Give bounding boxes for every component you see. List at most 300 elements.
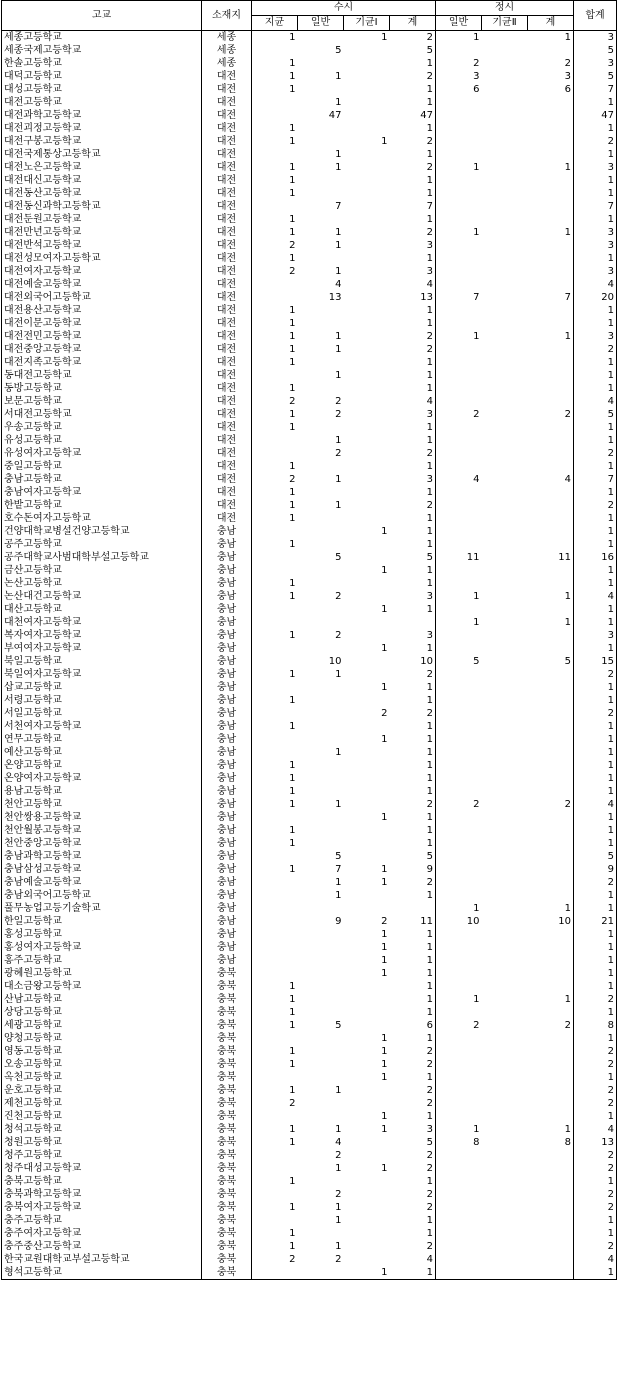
cell-jeongsi-subtotal [528, 707, 574, 720]
cell-susi-jigyun [252, 1188, 298, 1201]
cell-susi-jigyun [252, 1071, 298, 1084]
cell-school-name: 대전동산고등학교 [2, 187, 202, 200]
cell-susi-gigyun1: 1 [381, 565, 388, 576]
cell-susi-gigyun1: 1 [381, 682, 388, 693]
cell-jeongsi-general [436, 876, 482, 889]
cell-susi-subtotal: 2 [390, 70, 436, 83]
cell-region: 충북 [202, 1136, 252, 1149]
cell-susi-jigyun: 1 [289, 136, 296, 147]
cell-susi-subtotal: 1 [390, 642, 436, 655]
cell-jeongsi-gigyun2 [482, 564, 528, 577]
cell-region: 대전 [202, 187, 252, 200]
cell-total: 1 [574, 889, 617, 902]
cell-jeongsi-general [436, 1032, 482, 1045]
cell-jeongsi-subtotal [528, 642, 574, 655]
cell-jeongsi-general [436, 486, 482, 499]
cell-total: 1 [574, 148, 617, 161]
cell-region: 충북 [202, 1188, 252, 1201]
cell-region: 충남 [202, 850, 252, 863]
table-row [2, 96, 617, 109]
cell-susi-general [298, 304, 344, 317]
cell-susi-gigyun1 [344, 1201, 390, 1214]
table-row [2, 395, 617, 408]
cell-susi-subtotal: 1 [390, 252, 436, 265]
cell-susi-general [298, 642, 344, 655]
cell-jeongsi-subtotal: 1 [528, 161, 574, 174]
cell-jeongsi-general [436, 850, 482, 863]
cell-susi-subtotal: 1 [390, 148, 436, 161]
cell-jeongsi-general [436, 96, 482, 109]
cell-susi-general [298, 83, 344, 96]
cell-school-name: 천안월봉고등학교 [2, 824, 202, 837]
cell-susi-subtotal: 2 [390, 343, 436, 356]
cell-jeongsi-subtotal [528, 564, 574, 577]
cell-susi-subtotal: 5 [390, 1136, 436, 1149]
cell-jeongsi-subtotal [528, 174, 574, 187]
cell-region: 대전 [202, 304, 252, 317]
cell-total: 8 [574, 1019, 617, 1032]
cell-school-name: 대전괴정고등학교 [2, 122, 202, 135]
cell-jeongsi-general [436, 187, 482, 200]
cell-school-name: 대산고등학교 [2, 603, 202, 616]
cell-school-name: 공주고등학교 [2, 538, 202, 551]
cell-susi-jigyun [252, 564, 298, 577]
cell-jeongsi-gigyun2 [482, 1149, 528, 1162]
cell-region: 충북 [202, 1149, 252, 1162]
cell-school-name: 청주대성고등학교 [2, 1162, 202, 1175]
cell-jeongsi-gigyun2 [482, 356, 528, 369]
cell-susi-subtotal: 1 [390, 525, 436, 538]
cell-susi-jigyun [252, 1149, 298, 1162]
cell-susi-general: 1 [335, 266, 342, 277]
cell-susi-general [298, 980, 344, 993]
cell-jeongsi-general [436, 928, 482, 941]
cell-jeongsi-subtotal [528, 421, 574, 434]
cell-jeongsi-gigyun2 [482, 759, 528, 772]
cell-total: 2 [574, 1162, 617, 1175]
cell-school-name: 논산대건고등학교 [2, 590, 202, 603]
cell-jeongsi-subtotal [528, 317, 574, 330]
cell-jeongsi-gigyun2 [482, 902, 528, 915]
cell-susi-gigyun1: 1 [381, 955, 388, 966]
table-row [2, 967, 617, 980]
cell-school-name: 유성여자고등학교 [2, 447, 202, 460]
cell-region: 대전 [202, 317, 252, 330]
cell-susi-jigyun: 1 [289, 1137, 296, 1148]
cell-susi-jigyun [252, 447, 298, 460]
cell-susi-subtotal: 3 [390, 239, 436, 252]
cell-school-name: 형석고등학교 [2, 1266, 202, 1280]
cell-susi-gigyun1 [344, 70, 390, 83]
table-row [2, 707, 617, 720]
table-row [2, 954, 617, 967]
cell-susi-gigyun1 [344, 330, 390, 343]
cell-total: 1 [574, 928, 617, 941]
cell-susi-subtotal [390, 616, 436, 629]
cell-jeongsi-general: 7 [473, 292, 480, 303]
cell-total: 5 [574, 408, 617, 421]
cell-susi-gigyun1 [344, 304, 390, 317]
cell-susi-general: 5 [335, 45, 342, 56]
cell-susi-subtotal: 1 [390, 1071, 436, 1084]
cell-school-name: 대전외국어고등학교 [2, 291, 202, 304]
cell-susi-gigyun1 [344, 44, 390, 57]
cell-total: 1 [574, 785, 617, 798]
cell-jeongsi-general [436, 694, 482, 707]
cell-total: 1 [574, 1266, 617, 1280]
cell-susi-jigyun: 1 [289, 331, 296, 342]
cell-susi-general [298, 733, 344, 746]
cell-susi-gigyun1 [344, 577, 390, 590]
cell-susi-subtotal: 9 [390, 863, 436, 876]
cell-total: 1 [574, 460, 617, 473]
cell-susi-gigyun1 [344, 239, 390, 252]
cell-total: 9 [574, 863, 617, 876]
cell-susi-subtotal: 1 [390, 577, 436, 590]
table-row [2, 590, 617, 603]
cell-total: 16 [574, 551, 617, 564]
cell-jeongsi-subtotal [528, 694, 574, 707]
cell-susi-subtotal: 2 [390, 1084, 436, 1097]
cell-region: 대전 [202, 148, 252, 161]
cell-susi-general [298, 902, 344, 915]
cell-jeongsi-gigyun2 [482, 44, 528, 57]
cell-susi-jigyun [252, 1032, 298, 1045]
cell-susi-general [298, 538, 344, 551]
cell-jeongsi-general: 1 [473, 227, 480, 238]
cell-jeongsi-general [436, 668, 482, 681]
cell-region: 충북 [202, 1175, 252, 1188]
cell-susi-subtotal: 1 [390, 928, 436, 941]
cell-region: 충북 [202, 1240, 252, 1253]
cell-susi-gigyun1 [344, 356, 390, 369]
cell-jeongsi-gigyun2 [482, 382, 528, 395]
cell-jeongsi-general: 1 [473, 591, 480, 602]
cell-jeongsi-general [436, 356, 482, 369]
cell-susi-jigyun: 1 [289, 253, 296, 264]
cell-jeongsi-gigyun2 [482, 96, 528, 109]
table-row [2, 980, 617, 993]
cell-school-name: 제천고등학교 [2, 1097, 202, 1110]
cell-jeongsi-subtotal: 11 [528, 551, 574, 564]
cell-jeongsi-subtotal: 1 [528, 31, 574, 45]
cell-school-name: 북일고등학교 [2, 655, 202, 668]
cell-susi-gigyun1: 1 [381, 864, 388, 875]
cell-school-name: 한국교원대학교부설고등학교 [2, 1253, 202, 1266]
cell-school-name: 서천여자고등학교 [2, 720, 202, 733]
cell-jeongsi-gigyun2 [482, 1058, 528, 1071]
cell-total: 1 [574, 317, 617, 330]
cell-jeongsi-gigyun2 [482, 1253, 528, 1266]
cell-susi-jigyun [252, 941, 298, 954]
cell-jeongsi-general [436, 720, 482, 733]
cell-susi-general: 2 [335, 1150, 342, 1161]
cell-susi-jigyun: 1 [289, 1007, 296, 1018]
cell-susi-jigyun [252, 915, 298, 928]
cell-susi-subtotal: 1 [390, 824, 436, 837]
cell-susi-general [298, 1071, 344, 1084]
cell-jeongsi-general: 4 [473, 474, 480, 485]
cell-total: 2 [574, 1058, 617, 1071]
cell-susi-general [298, 954, 344, 967]
cell-jeongsi-subtotal [528, 668, 574, 681]
cell-susi-jigyun [252, 148, 298, 161]
cell-susi-gigyun1: 1 [381, 1033, 388, 1044]
cell-susi-jigyun: 1 [289, 227, 296, 238]
cell-susi-subtotal: 3 [390, 408, 436, 421]
cell-region: 대전 [202, 109, 252, 122]
cell-jeongsi-gigyun2 [482, 980, 528, 993]
header-region: 소재지 [202, 1, 252, 31]
cell-susi-jigyun: 2 [289, 240, 296, 251]
cell-susi-jigyun [252, 733, 298, 746]
cell-school-name: 충남과학고등학교 [2, 850, 202, 863]
cell-susi-jigyun [252, 525, 298, 538]
cell-region: 대전 [202, 330, 252, 343]
cell-school-name: 충북여자고등학교 [2, 1201, 202, 1214]
cell-susi-general [298, 616, 344, 629]
cell-susi-jigyun: 1 [289, 630, 296, 641]
cell-jeongsi-subtotal [528, 1084, 574, 1097]
cell-region: 대전 [202, 239, 252, 252]
cell-susi-general: 1 [335, 162, 342, 173]
cell-susi-jigyun [252, 200, 298, 213]
table-row [2, 941, 617, 954]
cell-susi-jigyun: 1 [289, 344, 296, 355]
cell-jeongsi-subtotal [528, 148, 574, 161]
table-row [2, 330, 617, 343]
cell-susi-gigyun1: 1 [381, 812, 388, 823]
cell-susi-gigyun1 [344, 551, 390, 564]
cell-susi-jigyun [252, 278, 298, 291]
cell-susi-jigyun: 1 [289, 461, 296, 472]
cell-total: 3 [574, 226, 617, 239]
cell-jeongsi-subtotal [528, 382, 574, 395]
cell-jeongsi-subtotal [528, 1214, 574, 1227]
cell-jeongsi-subtotal [528, 1253, 574, 1266]
cell-jeongsi-subtotal [528, 928, 574, 941]
table-row [2, 564, 617, 577]
cell-susi-general [298, 1097, 344, 1110]
cell-jeongsi-general: 11 [466, 552, 480, 563]
cell-susi-subtotal: 2 [390, 447, 436, 460]
cell-susi-gigyun1: 1 [381, 526, 388, 537]
cell-jeongsi-general [436, 122, 482, 135]
cell-school-name: 논산고등학교 [2, 577, 202, 590]
cell-region: 대전 [202, 356, 252, 369]
cell-school-name: 온양여자고등학교 [2, 772, 202, 785]
cell-school-name: 삽교고등학교 [2, 681, 202, 694]
cell-jeongsi-general: 5 [473, 656, 480, 667]
cell-susi-general [298, 252, 344, 265]
table-row [2, 304, 617, 317]
cell-jeongsi-general [436, 837, 482, 850]
cell-susi-general: 1 [335, 227, 342, 238]
cell-jeongsi-subtotal [528, 239, 574, 252]
cell-susi-subtotal: 2 [390, 1201, 436, 1214]
cell-jeongsi-gigyun2 [482, 733, 528, 746]
cell-jeongsi-gigyun2 [482, 187, 528, 200]
cell-total: 1 [574, 720, 617, 733]
cell-susi-general [298, 1266, 344, 1280]
cell-susi-gigyun1 [344, 486, 390, 499]
cell-total: 2 [574, 1149, 617, 1162]
header-susi-jigyun: 지균 [252, 16, 298, 31]
table-row [2, 369, 617, 382]
table-row [2, 252, 617, 265]
table-row [2, 239, 617, 252]
cell-jeongsi-general [436, 733, 482, 746]
cell-jeongsi-subtotal [528, 681, 574, 694]
cell-region: 충남 [202, 538, 252, 551]
table-row [2, 1214, 617, 1227]
cell-jeongsi-general: 1 [473, 903, 480, 914]
cell-region: 충북 [202, 1045, 252, 1058]
cell-susi-jigyun: 1 [289, 214, 296, 225]
cell-susi-general [298, 967, 344, 980]
cell-jeongsi-gigyun2 [482, 83, 528, 96]
cell-susi-gigyun1 [344, 382, 390, 395]
cell-susi-subtotal: 1 [390, 967, 436, 980]
cell-susi-subtotal: 1 [390, 317, 436, 330]
cell-jeongsi-subtotal [528, 122, 574, 135]
cell-jeongsi-gigyun2 [482, 1201, 528, 1214]
cell-school-name: 동방고등학교 [2, 382, 202, 395]
cell-jeongsi-gigyun2 [482, 850, 528, 863]
admissions-table [1, 0, 617, 1280]
cell-susi-general: 1 [335, 71, 342, 82]
cell-susi-general: 2 [335, 1254, 342, 1265]
cell-total: 2 [574, 1240, 617, 1253]
cell-susi-gigyun1 [344, 109, 390, 122]
cell-susi-jigyun [252, 642, 298, 655]
cell-susi-jigyun [252, 1162, 298, 1175]
cell-susi-jigyun [252, 291, 298, 304]
cell-jeongsi-general [436, 642, 482, 655]
cell-susi-subtotal: 1 [390, 1266, 436, 1280]
cell-region: 충남 [202, 629, 252, 642]
cell-susi-general [298, 720, 344, 733]
cell-jeongsi-gigyun2 [482, 967, 528, 980]
cell-school-name: 한일고등학교 [2, 915, 202, 928]
cell-susi-gigyun1 [344, 447, 390, 460]
cell-susi-jigyun: 1 [289, 721, 296, 732]
cell-jeongsi-gigyun2 [482, 642, 528, 655]
cell-susi-general [298, 525, 344, 538]
cell-jeongsi-general [436, 564, 482, 577]
cell-total: 1 [574, 1006, 617, 1019]
cell-region: 충남 [202, 928, 252, 941]
cell-susi-gigyun1 [344, 980, 390, 993]
cell-jeongsi-general [436, 499, 482, 512]
header-susi-gigyun1: 기균Ⅰ [344, 16, 390, 31]
cell-jeongsi-gigyun2 [482, 278, 528, 291]
cell-susi-general [298, 122, 344, 135]
cell-total: 3 [574, 265, 617, 278]
table-row [2, 1175, 617, 1188]
cell-region: 충북 [202, 967, 252, 980]
cell-susi-general [298, 187, 344, 200]
table-header [2, 1, 617, 31]
cell-total: 1 [574, 746, 617, 759]
cell-jeongsi-gigyun2 [482, 863, 528, 876]
table-row [2, 1253, 617, 1266]
cell-jeongsi-general [436, 1214, 482, 1227]
cell-jeongsi-general: 2 [473, 799, 480, 810]
cell-susi-subtotal: 2 [390, 330, 436, 343]
cell-region: 충북 [202, 1110, 252, 1123]
cell-jeongsi-general: 1 [473, 331, 480, 342]
cell-jeongsi-subtotal [528, 954, 574, 967]
cell-jeongsi-gigyun2 [482, 304, 528, 317]
cell-jeongsi-general [436, 746, 482, 759]
cell-susi-gigyun1 [344, 96, 390, 109]
cell-susi-gigyun1 [344, 902, 390, 915]
cell-susi-gigyun1: 1 [344, 1266, 390, 1280]
cell-susi-gigyun1: 1 [381, 1124, 388, 1135]
cell-region: 대전 [202, 408, 252, 421]
cell-susi-general: 1 [335, 890, 342, 901]
cell-total: 2 [574, 1084, 617, 1097]
table-row [2, 408, 617, 421]
cell-jeongsi-subtotal: 1 [528, 330, 574, 343]
table-row [2, 928, 617, 941]
cell-total: 1 [574, 174, 617, 187]
cell-jeongsi-gigyun2 [482, 915, 528, 928]
cell-jeongsi-general [436, 174, 482, 187]
cell-total: 1 [574, 837, 617, 850]
table-row [2, 993, 617, 1006]
cell-school-name: 대전이문고등학교 [2, 317, 202, 330]
table-row [2, 499, 617, 512]
cell-total: 1 [574, 512, 617, 525]
cell-jeongsi-general [436, 1227, 482, 1240]
cell-jeongsi-subtotal: 2 [528, 1019, 574, 1032]
cell-susi-gigyun1 [344, 720, 390, 733]
table-row [2, 382, 617, 395]
cell-school-name: 건양대학교병설건양고등학교 [2, 525, 202, 538]
cell-susi-general: 5 [335, 552, 342, 563]
cell-jeongsi-general [436, 980, 482, 993]
cell-susi-jigyun: 1 [289, 838, 296, 849]
cell-jeongsi-gigyun2 [482, 941, 528, 954]
cell-susi-jigyun: 1 [289, 422, 296, 433]
cell-susi-general [298, 421, 344, 434]
cell-susi-gigyun1 [344, 746, 390, 759]
cell-susi-general: 2 [335, 630, 342, 641]
cell-susi-subtotal: 2 [390, 161, 436, 174]
cell-jeongsi-subtotal: 1 [528, 902, 574, 915]
cell-region: 충북 [202, 1201, 252, 1214]
cell-region: 대전 [202, 278, 252, 291]
cell-susi-jigyun: 1 [289, 669, 296, 680]
cell-susi-subtotal: 1 [390, 369, 436, 382]
cell-susi-jigyun: 1 [289, 32, 296, 43]
cell-susi-subtotal: 1 [390, 889, 436, 902]
cell-jeongsi-gigyun2 [482, 1188, 528, 1201]
cell-jeongsi-gigyun2 [482, 460, 528, 473]
cell-total: 1 [574, 967, 617, 980]
cell-susi-gigyun1 [344, 226, 390, 239]
cell-susi-subtotal: 2 [390, 1240, 436, 1253]
cell-susi-gigyun1: 1 [381, 32, 388, 43]
cell-jeongsi-gigyun2 [482, 408, 528, 421]
cell-susi-jigyun [252, 434, 298, 447]
cell-school-name: 대전과학고등학교 [2, 109, 202, 122]
cell-total: 20 [574, 291, 617, 304]
cell-jeongsi-gigyun2 [482, 291, 528, 304]
cell-susi-general [298, 681, 344, 694]
